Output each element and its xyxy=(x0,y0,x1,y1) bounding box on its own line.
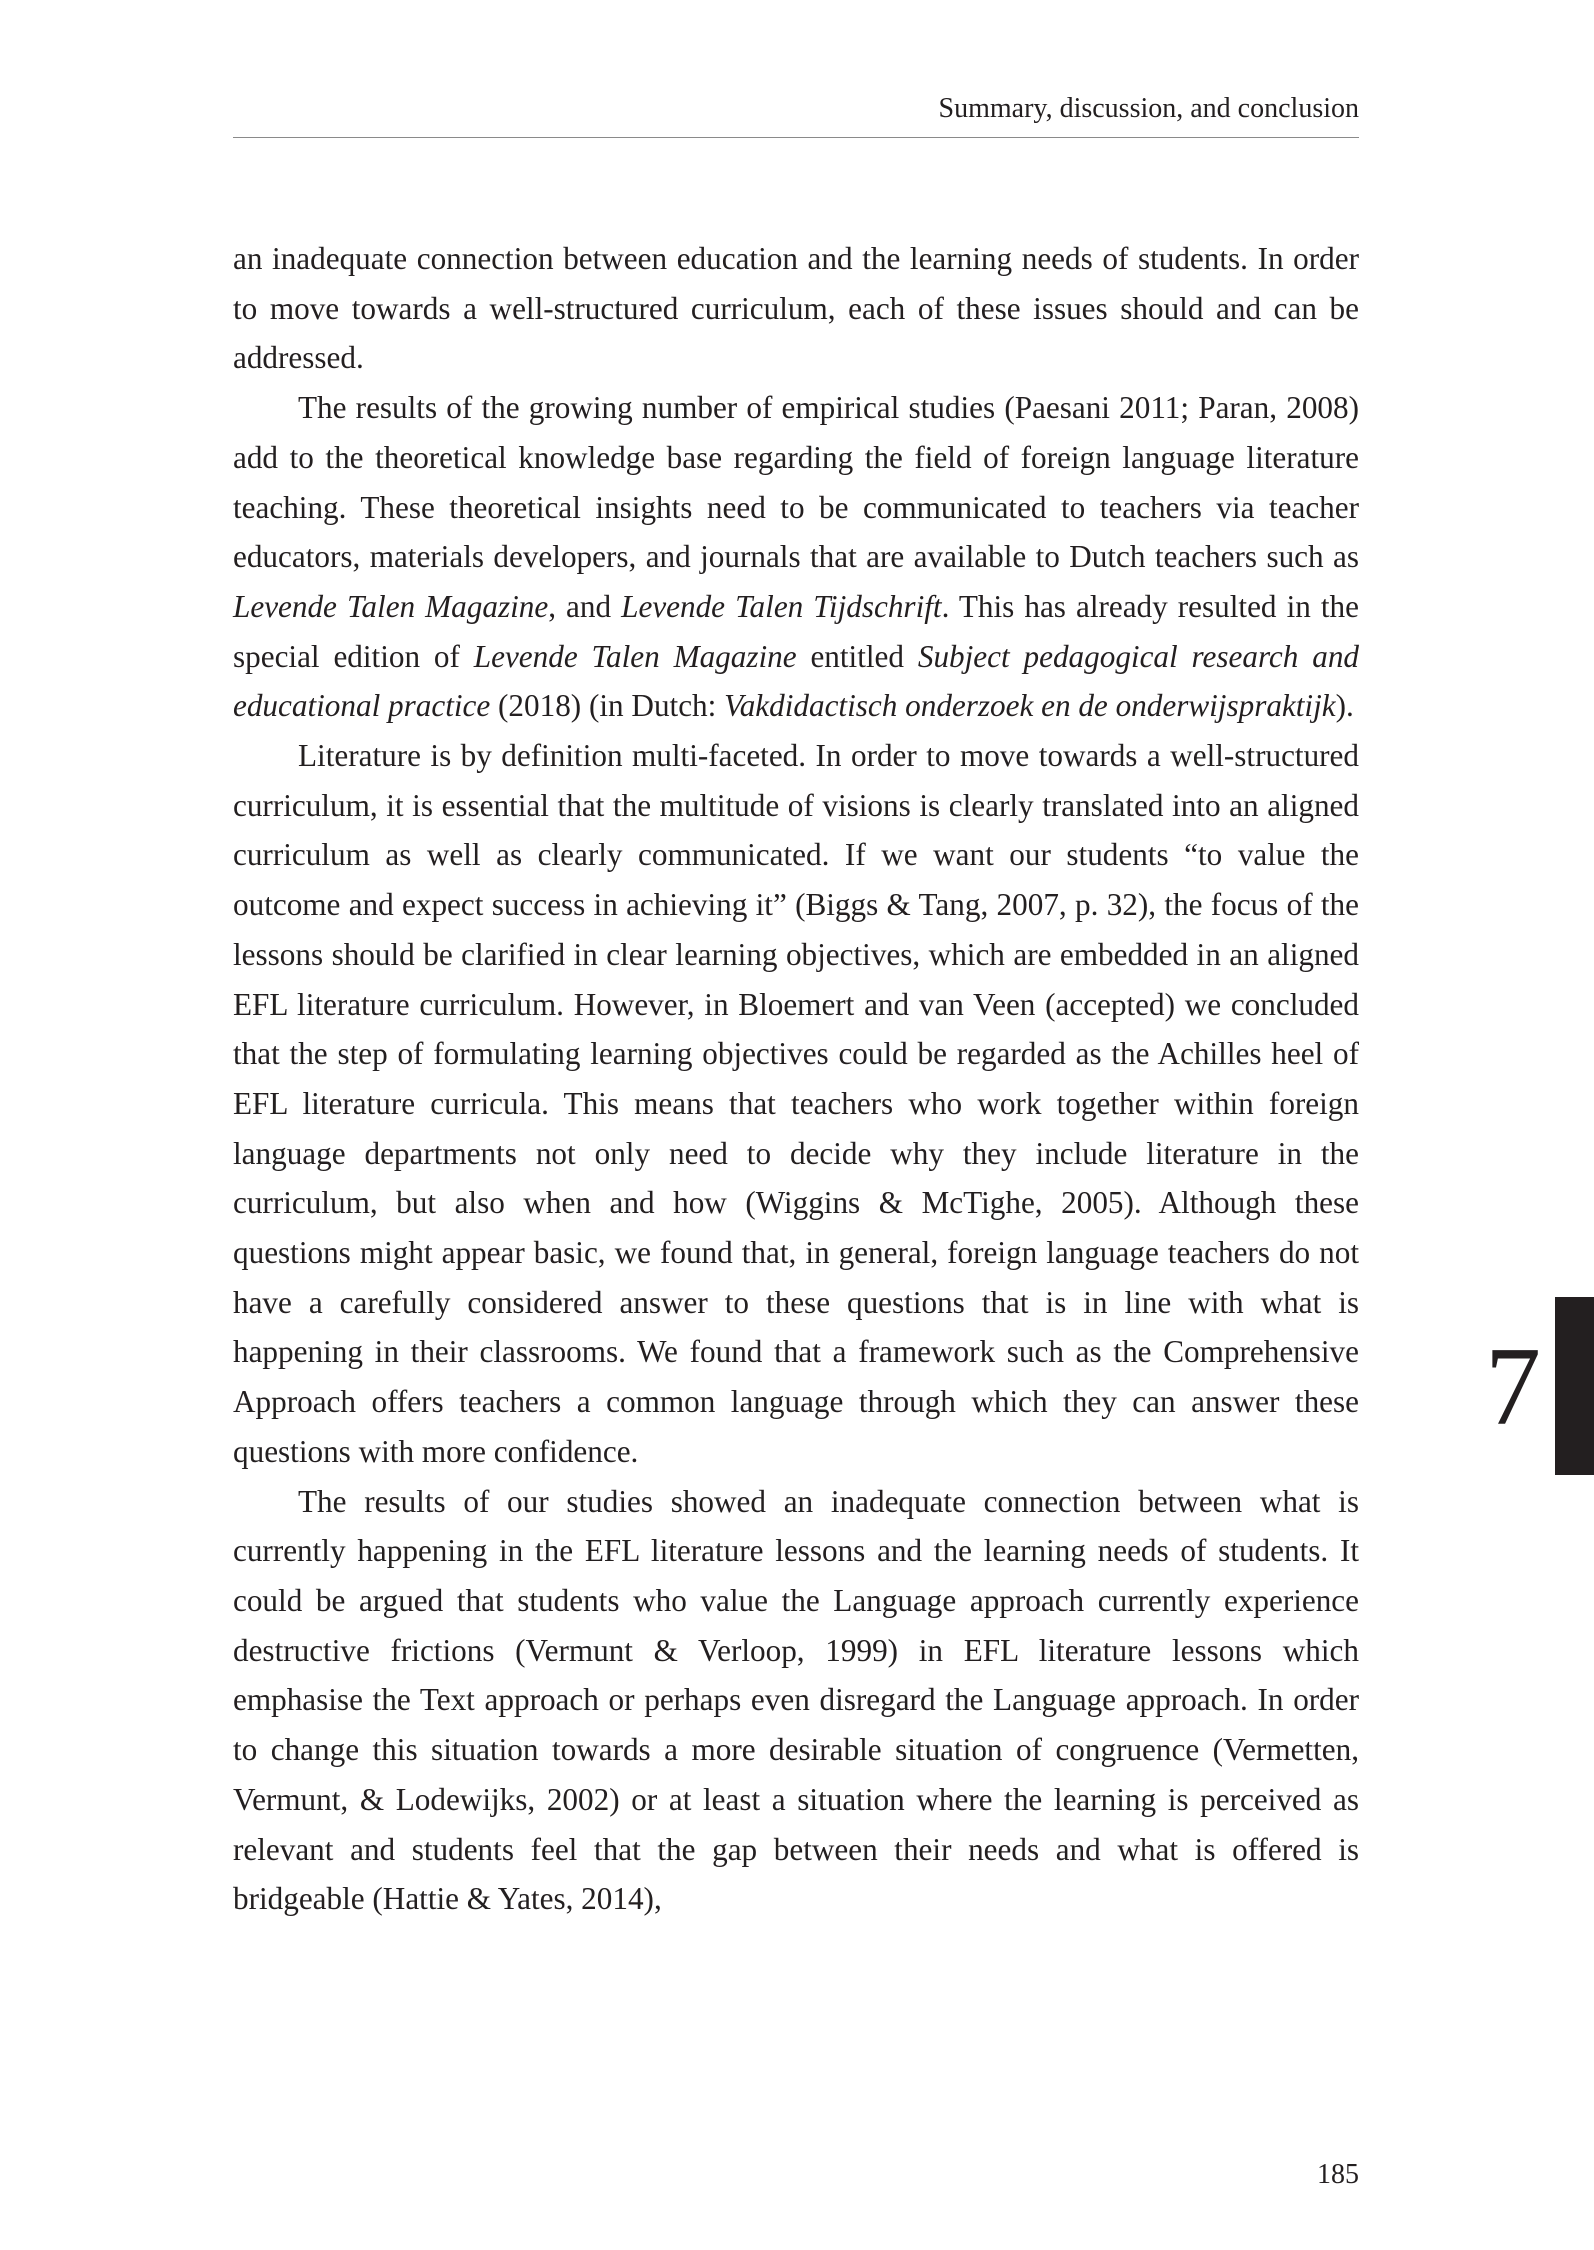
p2-italic-4: Subject pedagogical research and educational practice xyxy=(233,638,1360,724)
p2-text-6: ). xyxy=(1335,688,1354,724)
running-head: Summary, discussion, and conclusion xyxy=(938,93,1359,124)
p2-italic-3: Levende Talen Magazine xyxy=(473,638,797,674)
p2-text-5: (2018) (in Dutch: xyxy=(490,688,725,724)
paragraph-1: an inadequate connection between education and the learning needs of students. In order to move towards a well-structured curriculum, each of these issues should and can be addressed. xyxy=(233,241,1359,376)
chapter-tab xyxy=(1555,1297,1594,1475)
header-rule xyxy=(233,137,1359,138)
page-number: 185 xyxy=(1317,2159,1359,2190)
p2-text-2: , and xyxy=(548,588,622,624)
paragraph-3: Literature is by definition multi-faceted. In order to move towards a well-structured curriculum, it is essential that the multitude of visions is clearly translated into an aligned curriculum as well as clearly communicated. If we want our students “to value the outcome and expect success in achieving it” (Biggs & Tang, 2007, p. 32), the focus of the lessons should be clarified in clear learning objectives, which are embedded in an aligned EFL literature curriculum. However, in Bloemert and van Veen (accepted) we concluded that the step of formulating learning objectives could be regarded as the Achilles heel of EFL literature curricula. This means that teachers who work together within foreign language departments not only need to decide why they include literature in the curriculum, but also when and how (Wiggins & McTighe, 2005). Although these questions might appear basic, we found that, in general, foreign language teachers do not have a carefully considered answer to these questions that is in line with what is happening in their classrooms. We found that a framework such as the Comprehensive Approach offers teachers a common language through which they can answer these questions with more confidence. xyxy=(233,738,1359,1469)
p2-italic-5: Vakdidactisch onderzoek en de onderwijspraktijk xyxy=(724,688,1336,724)
chapter-number: 7 xyxy=(1485,1325,1541,1449)
p2-italic-2: Levende Talen Tijdschrift xyxy=(621,588,942,624)
p2-text-1: The results of the growing number of empirical studies (Paesani 2011; Paran, 2008) add to the theoretical knowledge base regarding the field of foreign language literature teaching. These theoretical insights need to be communicated to teachers via teacher educators, materials developers, and journals that are available to Dutch teachers such as xyxy=(233,390,1359,575)
p2-text-3: . This has already resulted in the special edition of xyxy=(233,588,1359,674)
body-text xyxy=(233,234,1359,1924)
paragraph-2 xyxy=(233,383,1359,731)
paragraph-4: The results of our studies showed an inadequate connection between what is currently happening in the EFL literature lessons and the learning needs of students. It could be argued that students who value the Language approach currently experience destructive frictions (Vermunt & Verloop, 1999) in EFL literature lessons which emphasise the Text approach or perhaps even disregard the Language approach. In order to change this situation towards a more desirable situation of congruence (Vermetten, Vermunt, & Lodewijks, 2002) or at least a situation where the learning is perceived as relevant and students feel that the gap between their needs and what is offered is bridgeable (Hattie & Yates, 2014), xyxy=(233,1483,1359,1917)
p2-text-4: entitled xyxy=(796,638,918,674)
p2-italic-1: Levende Talen Magazine xyxy=(233,588,549,624)
